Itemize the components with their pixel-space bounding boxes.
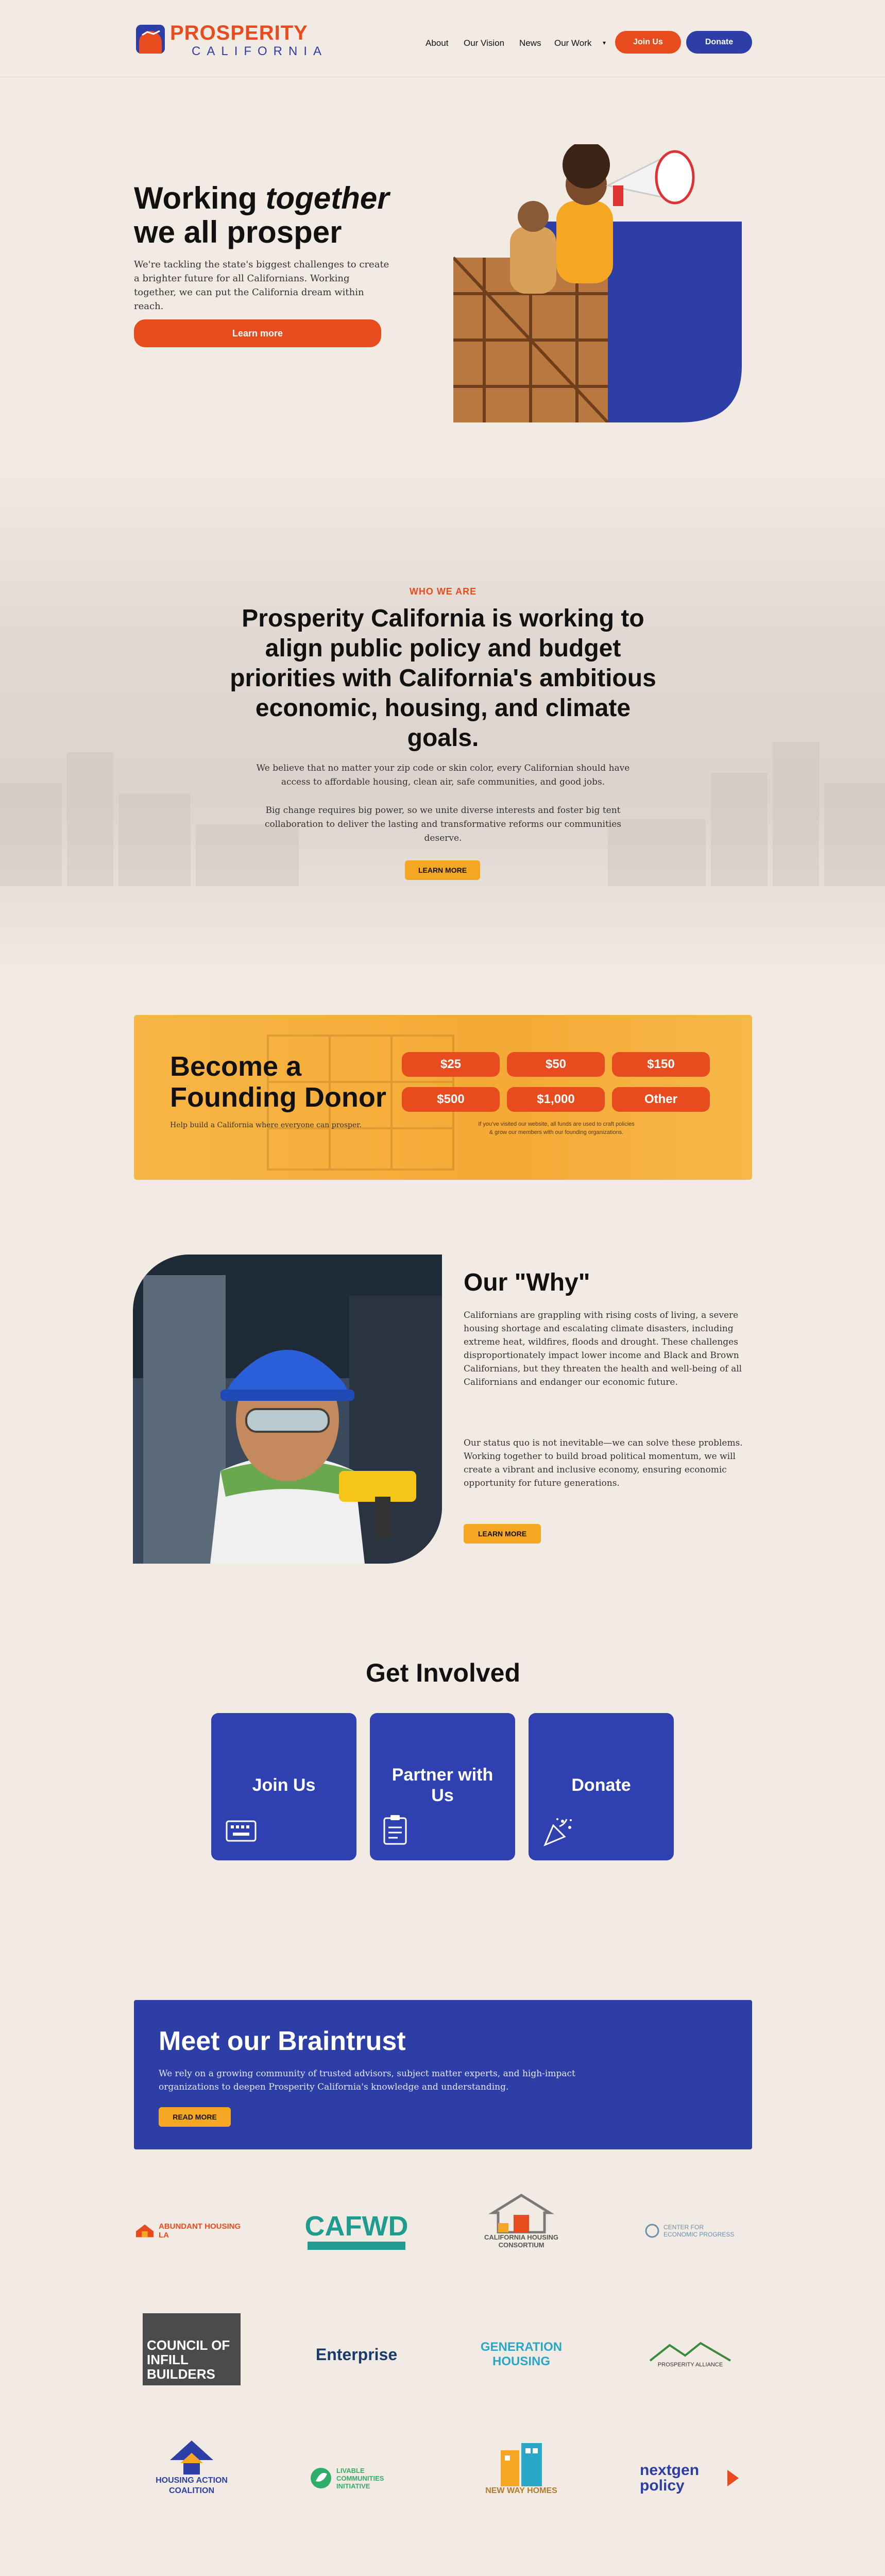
partner-logo-center-economic-progress[interactable] [634,2195,747,2267]
circle-logo-icon [645,2224,659,2238]
donor-title [170,1051,386,1113]
donor-note-line2: & grow our members with our founding organizations. [489,1129,624,1136]
braintrust-text: We rely on a growing community of trusted advisors, subject matter experts, and high-impact organizations to deepen Prosperity California's knowledge and understanding. [159,2069,575,2092]
card-join-us[interactable] [211,1713,356,1860]
keyboard-icon [226,1818,257,1844]
arrow-up-icon [166,2439,217,2476]
founding-donor-banner [134,1015,752,1180]
partner-logo-text: NEW WAY HOMES [485,2486,557,2495]
partner-logo-text: HOUSING ACTION COALITION [156,2476,228,2495]
card-partner-label: Partner with Us [392,1765,493,1805]
card-partner-with-us[interactable] [370,1713,515,1860]
chevron-right-icon [725,2468,741,2488]
hero-learn-more-button[interactable]: Learn more [134,319,381,347]
donate-50-button[interactable]: $50 [507,1052,605,1077]
partner-logo-cafwd[interactable] [300,2195,413,2267]
hero-title [134,181,402,249]
partner-logo-prosperity-alliance[interactable] [634,2318,747,2391]
hero-subtitle: We're tackling the state's biggest challenges to create a brighter future for all Californians. Working together, we can put the California dream within reach. [134,259,389,312]
partner-logo-new-way-homes[interactable] [465,2432,578,2504]
who-paragraph-1: We believe that no matter your zip code or skin color, every Californian should have access to affordable housing, clean air, safe communities, and good jobs. [256,763,630,787]
donate-500-button[interactable]: $500 [402,1087,500,1112]
partner-logo-enterprise[interactable] [300,2318,413,2391]
donor-subtitle: Help build a California where everyone can prosper. [170,1121,362,1129]
donate-150-button[interactable]: $150 [612,1052,710,1077]
partner-logo-abundant-housing[interactable] [135,2195,248,2267]
why-title: Our "Why" [464,1269,590,1296]
partner-logo-council-infill-builders[interactable] [135,2313,248,2385]
building-icon [496,2440,547,2486]
party-popper-icon [542,1816,574,1847]
donor-note-line1: If you've visited our website, all funds are used to craft policies [478,1121,635,1127]
nav-our-vision[interactable]: Our Vision [464,38,505,48]
mountain-icon [649,2341,731,2362]
partner-logo-housing-action-coalition[interactable] [135,2432,248,2504]
partner-logo-text: CENTER FOR ECONOMIC PROGRESS [663,2224,735,2238]
card-donate-label: Donate [571,1775,631,1795]
partner-logo-livable-communities[interactable] [300,2442,413,2514]
partner-logo-california-housing-consortium[interactable] [465,2184,578,2257]
join-us-button[interactable]: Join Us [615,31,681,54]
nav-about[interactable]: About [426,38,449,48]
card-donate[interactable] [529,1713,674,1860]
braintrust-title: Meet our Braintrust [159,2026,406,2056]
partner-logo-sierra-business-council[interactable] [135,2571,248,2576]
donate-other-button[interactable]: Other [612,1087,710,1112]
partner-logo-text: GENERATION HOUSING [480,2340,563,2368]
partner-logo-generation-housing[interactable] [465,2318,578,2391]
who-paragraph-2: Big change requires big power, so we unite diverse interests and foster big tent collaboration to deliver the lasting and transformative reforms our communities deserve. [264,805,622,843]
hero-title-part: Working [134,181,266,215]
chevron-down-icon[interactable]: ▾ [603,39,606,46]
why-paragraph-2: Our status quo is not inevitable—we can solve these problems. Working together to build broad political momentum, we will create a vibrant and inclusive economy, ensuring economic opportunity for future generations. [464,1438,743,1488]
logo-wordmark-bottom: CALIFORNIA [192,44,328,58]
braintrust-banner [134,2000,752,2149]
nav-our-work[interactable]: Our Work [554,38,592,48]
logo-wordmark-top[interactable]: PROSPERITY [170,22,308,44]
partner-logo-text: LIVABLE COMMUNITIES INITIATIVE [336,2466,384,2490]
partner-logo-text: ABUNDANT HOUSING LA [158,2222,241,2240]
hero-title-line2: we all prosper [134,215,342,249]
donor-title-line1: Become a [170,1051,302,1082]
why-photo [133,1255,442,1564]
hero-title-emphasis: together [265,181,389,215]
partner-logo-text: COUNCIL OF INFILL BUILDERS [147,2337,230,2382]
donor-note [402,1120,711,1137]
donate-button[interactable]: Donate [686,31,752,54]
site-header [0,0,885,77]
why-learn-more-button[interactable]: LEARN MORE [464,1524,541,1544]
partner-logo-text: PROSPERITY ALLIANCE [657,2362,723,2368]
clipboard-icon [382,1814,408,1846]
who-learn-more-button[interactable]: LEARN MORE [405,860,480,880]
leaf-circle-icon [310,2467,332,2489]
partner-logo-text: Enterprise [315,2345,398,2364]
braintrust-read-more-button[interactable]: READ MORE [159,2107,231,2127]
nav-news[interactable]: News [519,38,541,48]
partner-logo-text: nextgen policy [640,2462,700,2494]
donate-25-button[interactable]: $25 [402,1052,500,1077]
partner-logo-nextgen-policy[interactable] [634,2442,747,2514]
donate-1000-button[interactable]: $1,000 [507,1087,605,1112]
donor-title-line2: Founding Donor [170,1082,386,1113]
who-eyebrow: WHO WE ARE [409,586,477,597]
get-involved-title: Get Involved [365,1658,521,1687]
logo-sun-icon[interactable] [136,25,165,54]
house-icon [135,2223,155,2239]
partner-logo-yimby-action[interactable] [634,2571,747,2576]
partner-logo-text: CALIFORNIA HOUSING CONSORTIUM [484,2233,558,2249]
why-paragraph-1: Californians are grappling with rising costs of living, a severe housing shortage and escalating climate disasters, including extreme heat, wildfires, floods and drought. These challenges disproportionately impact lower income and Black and Brown Californians, but they threaten the health and well-being of all Californians and endanger our economic future. [464,1310,742,1387]
house-icon [488,2192,555,2233]
partner-logo-wcn[interactable] [393,2571,547,2576]
card-join-us-label: Join Us [252,1775,316,1795]
partner-logo-text: CAFWD [304,2211,409,2242]
hero-image [453,124,742,422]
who-headline: Prosperity California is working to align public policy and budget priorities with California's ambitious economic, housing, and climate goals. [230,605,656,752]
